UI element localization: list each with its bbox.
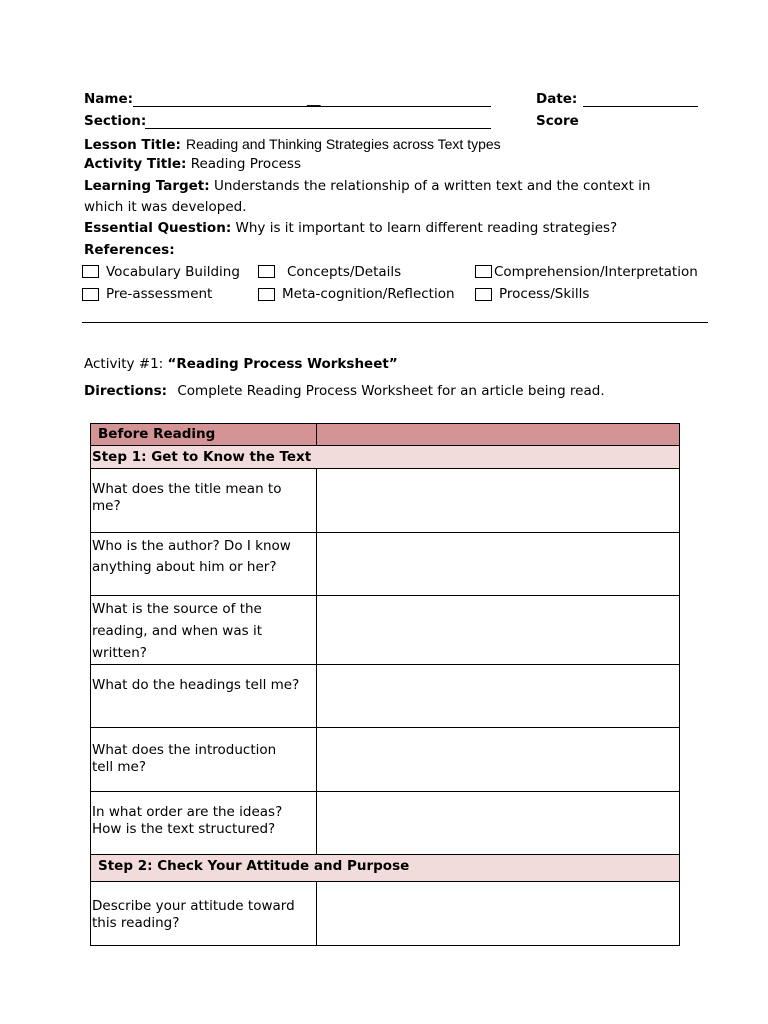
activity-title-row [84,156,301,173]
date-label: Date: [536,91,578,107]
checkbox-pre-assessment[interactable] [82,288,99,301]
table-row-step1 [91,446,680,469]
table-row [91,728,680,792]
lesson-title-row [84,134,501,154]
table-row [91,882,680,946]
name-field-mark: __ [307,91,321,107]
section-field-line[interactable] [145,128,491,129]
answer-cell-structure[interactable] [317,792,680,855]
checkbox-label-process-skills: Process/Skills [499,286,590,302]
activity-name: “Reading Process Worksheet” [167,356,398,372]
answer-cell-source[interactable] [317,596,680,665]
table-row [91,469,680,533]
checkbox-concepts-details[interactable] [258,265,275,278]
date-field-line[interactable] [583,106,698,107]
table-row [91,792,680,855]
answer-cell-introduction[interactable] [317,728,680,792]
question-cell [91,469,317,533]
checkbox-meta-cognition-reflection[interactable] [258,288,275,301]
score-label: Score [536,113,579,129]
table-row [91,665,680,728]
learning-target-label: Learning Target: [84,178,210,194]
lesson-title-label: Lesson Title: [84,137,181,153]
section-divider [82,322,708,323]
lesson-title-value: Reading and Thinking Strategies across Text types [185,136,501,152]
checkbox-label-pre-assessment: Pre-assessment [106,286,213,302]
essential-question-value: Why is it important to learn different reading strategies? [235,220,618,236]
directions-row [84,383,605,400]
table-row [91,596,680,665]
activity-title-value: Reading Process [190,156,301,172]
references-label: References: [84,242,175,258]
learning-target-value: Understands the relationship of a written text and the context in [213,178,651,194]
activity-heading [84,356,398,373]
checkbox-vocabulary-building[interactable] [82,265,99,278]
checkbox-process-skills[interactable] [475,288,492,301]
directions-text: Complete Reading Process Worksheet for an article being read. [177,383,605,399]
question-attitude: Describe your attitude toward this reading? [92,898,295,931]
question-cell [91,533,317,596]
name-label: Name: [84,91,134,107]
checkbox-label-concepts-details: Concepts/Details [287,264,402,280]
learning-target-row [84,178,650,195]
question-cell [91,882,317,946]
before-reading-header-blank [317,424,680,446]
learning-target-value-cont: which it was developed. [84,199,247,215]
answer-cell-author[interactable] [317,533,680,596]
directions-label: Directions: [84,383,168,399]
activity-title-label: Activity Title: [84,156,187,172]
question-author: Who is the author? Do I know anything about him or her? [92,538,291,575]
step2-header: Step 2: Check Your Attitude and Purpose [91,855,680,882]
essential-question-row [84,220,617,237]
question-cell [91,728,317,792]
reading-process-worksheet [90,423,680,946]
question-cell [91,665,317,728]
checkbox-comprehension-interpretation[interactable] [475,265,492,278]
question-structure: In what order are the ideas? How is the text structured? [92,804,283,837]
section-label: Section: [84,113,147,129]
answer-cell-attitude[interactable] [317,882,680,946]
question-cell [91,792,317,855]
activity-number-label: Activity #1: [84,356,164,372]
question-source: What is the source of the reading, and when was it written? [92,601,262,661]
checkbox-label-comprehension-interpretation: Comprehension/Interpretation [494,264,698,280]
before-reading-header: Before Reading [91,424,317,446]
question-title-meaning: What does the title mean to me? [92,481,282,514]
question-cell [91,596,317,665]
checkbox-label-vocabulary-building: Vocabulary Building [106,264,240,280]
question-introduction: What does the introduction tell me? [92,742,277,775]
essential-question-label: Essential Question: [84,220,232,236]
checkbox-label-meta-cognition-reflection: Meta-cognition/Reflection [282,286,455,302]
step1-header: Step 1: Get to Know the Text [91,446,680,469]
answer-cell-title-meaning[interactable] [317,469,680,533]
table-row-before-reading [91,424,680,446]
question-headings: What do the headings tell me? [92,677,300,693]
answer-cell-headings[interactable] [317,665,680,728]
table-row-step2 [91,855,680,882]
table-row [91,533,680,596]
